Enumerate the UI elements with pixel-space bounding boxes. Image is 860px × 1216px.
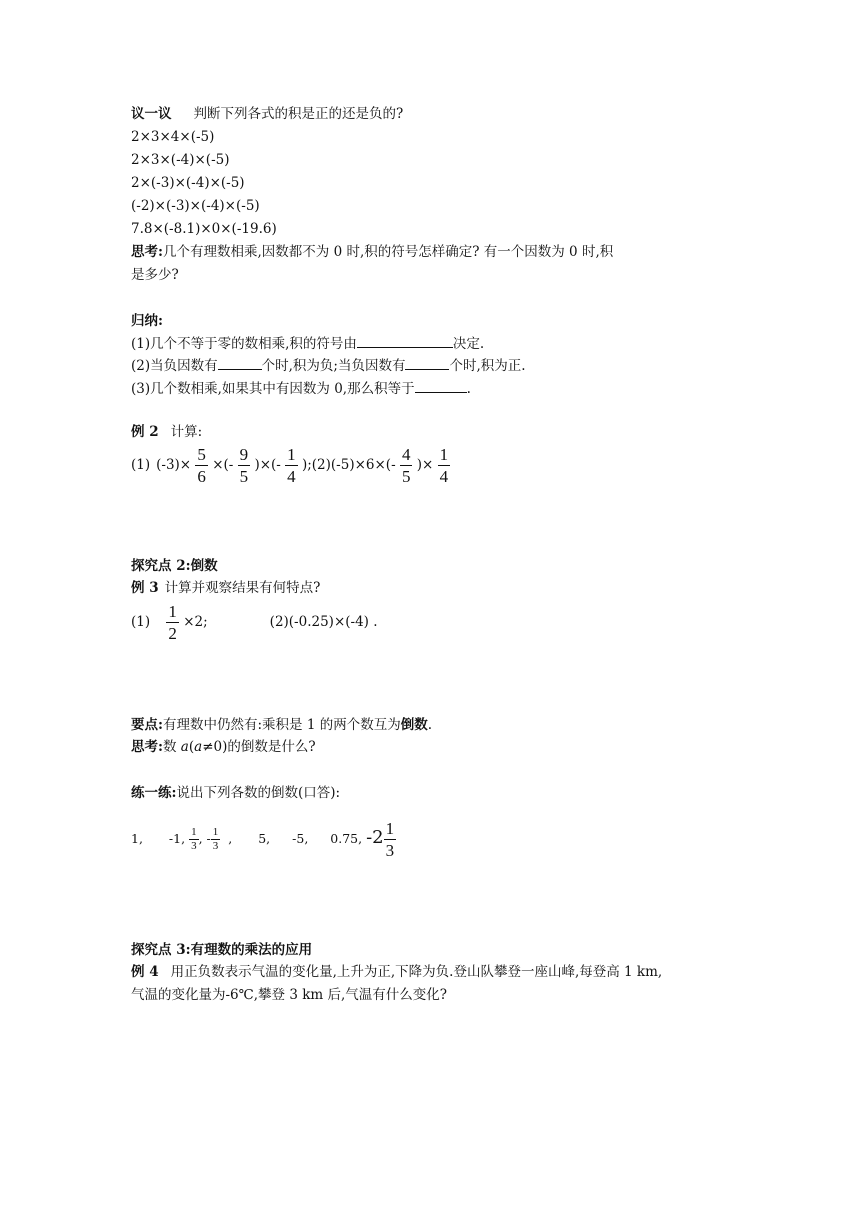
- denominator: 3: [191, 840, 197, 852]
- fraction: [189, 826, 199, 853]
- denominator: 4: [439, 467, 449, 486]
- example-3-heading: [131, 579, 320, 597]
- example-4-line1: [131, 963, 662, 981]
- math-text: );(2)(-5)×6×(-: [301, 457, 396, 473]
- think-label: 思考:: [131, 739, 163, 755]
- numerator: 1: [439, 445, 449, 464]
- expression-5: 7.8×(-8.1)×0×(-19.6): [131, 221, 277, 237]
- number: 5,: [258, 831, 271, 846]
- number: -1,: [168, 831, 186, 846]
- expression-3: 2×(-3)×(-4)×(-5): [131, 175, 245, 191]
- numerator: 1: [287, 445, 296, 464]
- numerator: 9: [239, 445, 249, 464]
- comma: ,: [198, 831, 203, 846]
- variable: a: [180, 739, 189, 755]
- answer-blank[interactable]: [357, 333, 453, 348]
- think-label: 思考:: [131, 244, 163, 260]
- numerator: 1: [191, 826, 197, 838]
- summary-item-2-end: 个时,积为正.: [449, 358, 526, 374]
- summary-item-3: [131, 378, 471, 398]
- think-text: 几个有理数相乘,因数都不为 0 时,积的符号怎样确定? 有一个因数为 0 时,积: [162, 244, 614, 260]
- denominator: 5: [401, 467, 411, 486]
- expression-4: (-2)×(-3)×(-4)×(-5): [131, 198, 260, 214]
- fraction: [384, 818, 397, 861]
- part-label: (1): [131, 457, 151, 473]
- key-point-label: 要点:: [131, 717, 163, 733]
- section-3-title: 探究点 3:有理数的乘法的应用: [131, 942, 313, 958]
- fraction: [285, 444, 298, 487]
- number: -5,: [292, 831, 309, 846]
- math-text: ×2;: [183, 614, 208, 630]
- comma: ,: [228, 831, 233, 846]
- discuss-heading: [131, 105, 403, 123]
- numerator: 5: [197, 445, 206, 464]
- math-text: )×: [416, 457, 434, 473]
- example-3-label: 例 3: [131, 580, 159, 596]
- math-text: (-3)×: [156, 457, 192, 473]
- discuss-prompt: 判断下列各式的积是正的还是负的?: [193, 106, 404, 122]
- key-point-text: 有理数中仍然有:乘积是 1 的两个数互为: [162, 717, 401, 733]
- example-2-prompt: 计算:: [170, 424, 203, 440]
- think-reciprocal: [131, 738, 316, 756]
- variable: a: [194, 739, 203, 755]
- summary-item-1-text: (1)几个不等于零的数相乘,积的符号由: [131, 336, 357, 352]
- number: 1,: [131, 831, 143, 846]
- example-3-prompt: 计算并观察结果有何特点?: [164, 580, 321, 596]
- summary-item-3-end: .: [466, 381, 471, 397]
- example-2-label: 例 2: [131, 424, 159, 440]
- math-text: 数: [162, 739, 181, 755]
- discuss-label: 议一议: [131, 106, 172, 122]
- expression-1: 2×3×4×(-5): [131, 129, 215, 145]
- fraction: [438, 444, 451, 487]
- practice-heading: [131, 784, 340, 802]
- numerator: 1: [212, 826, 219, 838]
- section-2-title: 探究点 2:倒数: [131, 558, 218, 574]
- key-point: [131, 716, 432, 734]
- example-4-text: 用正负数表示气温的变化量,上升为正,下降为负.登山队攀登一座山峰,每登高 1 km,: [170, 964, 663, 980]
- part-2-expression: (2)(-0.25)×(-4) .: [269, 614, 378, 630]
- practice-numbers: [131, 815, 396, 862]
- answer-blank[interactable]: [218, 355, 262, 370]
- expression-2: 2×3×(-4)×(-5): [131, 152, 230, 168]
- number: 0.75,: [330, 831, 363, 846]
- math-text: ≠0)的倒数是什么?: [202, 739, 316, 755]
- numerator: 1: [385, 819, 395, 838]
- numerator: 1: [168, 602, 177, 621]
- denominator: 3: [212, 840, 219, 852]
- summary-item-2: [131, 355, 526, 375]
- example-2-expression: [131, 444, 450, 487]
- mixed-number-whole: -2: [366, 827, 384, 848]
- fraction: [195, 444, 208, 487]
- practice-label: 练一练:: [131, 785, 177, 801]
- fraction: [166, 601, 179, 644]
- key-point-term: 倒数: [400, 717, 428, 733]
- summary-item-1-end: 决定.: [452, 336, 485, 352]
- answer-blank[interactable]: [405, 355, 449, 370]
- think-question-line1: [131, 243, 613, 261]
- numerator: 4: [401, 445, 411, 464]
- fraction: [238, 444, 251, 487]
- summary-item-3-text: (3)几个数相乘,如果其中有因数为 0,那么积等于: [131, 381, 415, 397]
- denominator: 5: [239, 467, 249, 486]
- denominator: 3: [385, 841, 395, 860]
- part-label: (1): [131, 614, 151, 630]
- denominator: 2: [168, 624, 177, 643]
- summary-item-1: [131, 333, 484, 353]
- minus-sign: -: [206, 831, 211, 846]
- fraction: [211, 826, 221, 853]
- example-4-line2: 气温的变化量为-6℃,攀登 3 km 后,气温有什么变化?: [131, 987, 448, 1003]
- summary-item-2-text: (2)当负因数有: [131, 358, 218, 374]
- denominator: 6: [197, 467, 206, 486]
- practice-prompt: 说出下列各数的倒数(口答):: [176, 785, 341, 801]
- example-2-heading: [131, 423, 202, 441]
- example-3-expression: [131, 600, 378, 644]
- summary-item-2-mid: 个时,积为负;当负因数有: [261, 358, 406, 374]
- math-text: (: [188, 739, 195, 755]
- summary-label: 归纳:: [131, 313, 163, 329]
- example-4-label: 例 4: [131, 964, 159, 980]
- think-question-line2: 是多少?: [131, 267, 179, 283]
- answer-blank[interactable]: [415, 378, 467, 393]
- math-text: )×(-: [254, 457, 281, 473]
- key-point-end: .: [427, 717, 433, 733]
- fraction: [400, 444, 413, 487]
- denominator: 4: [287, 467, 296, 486]
- math-text: ×(-: [212, 457, 234, 473]
